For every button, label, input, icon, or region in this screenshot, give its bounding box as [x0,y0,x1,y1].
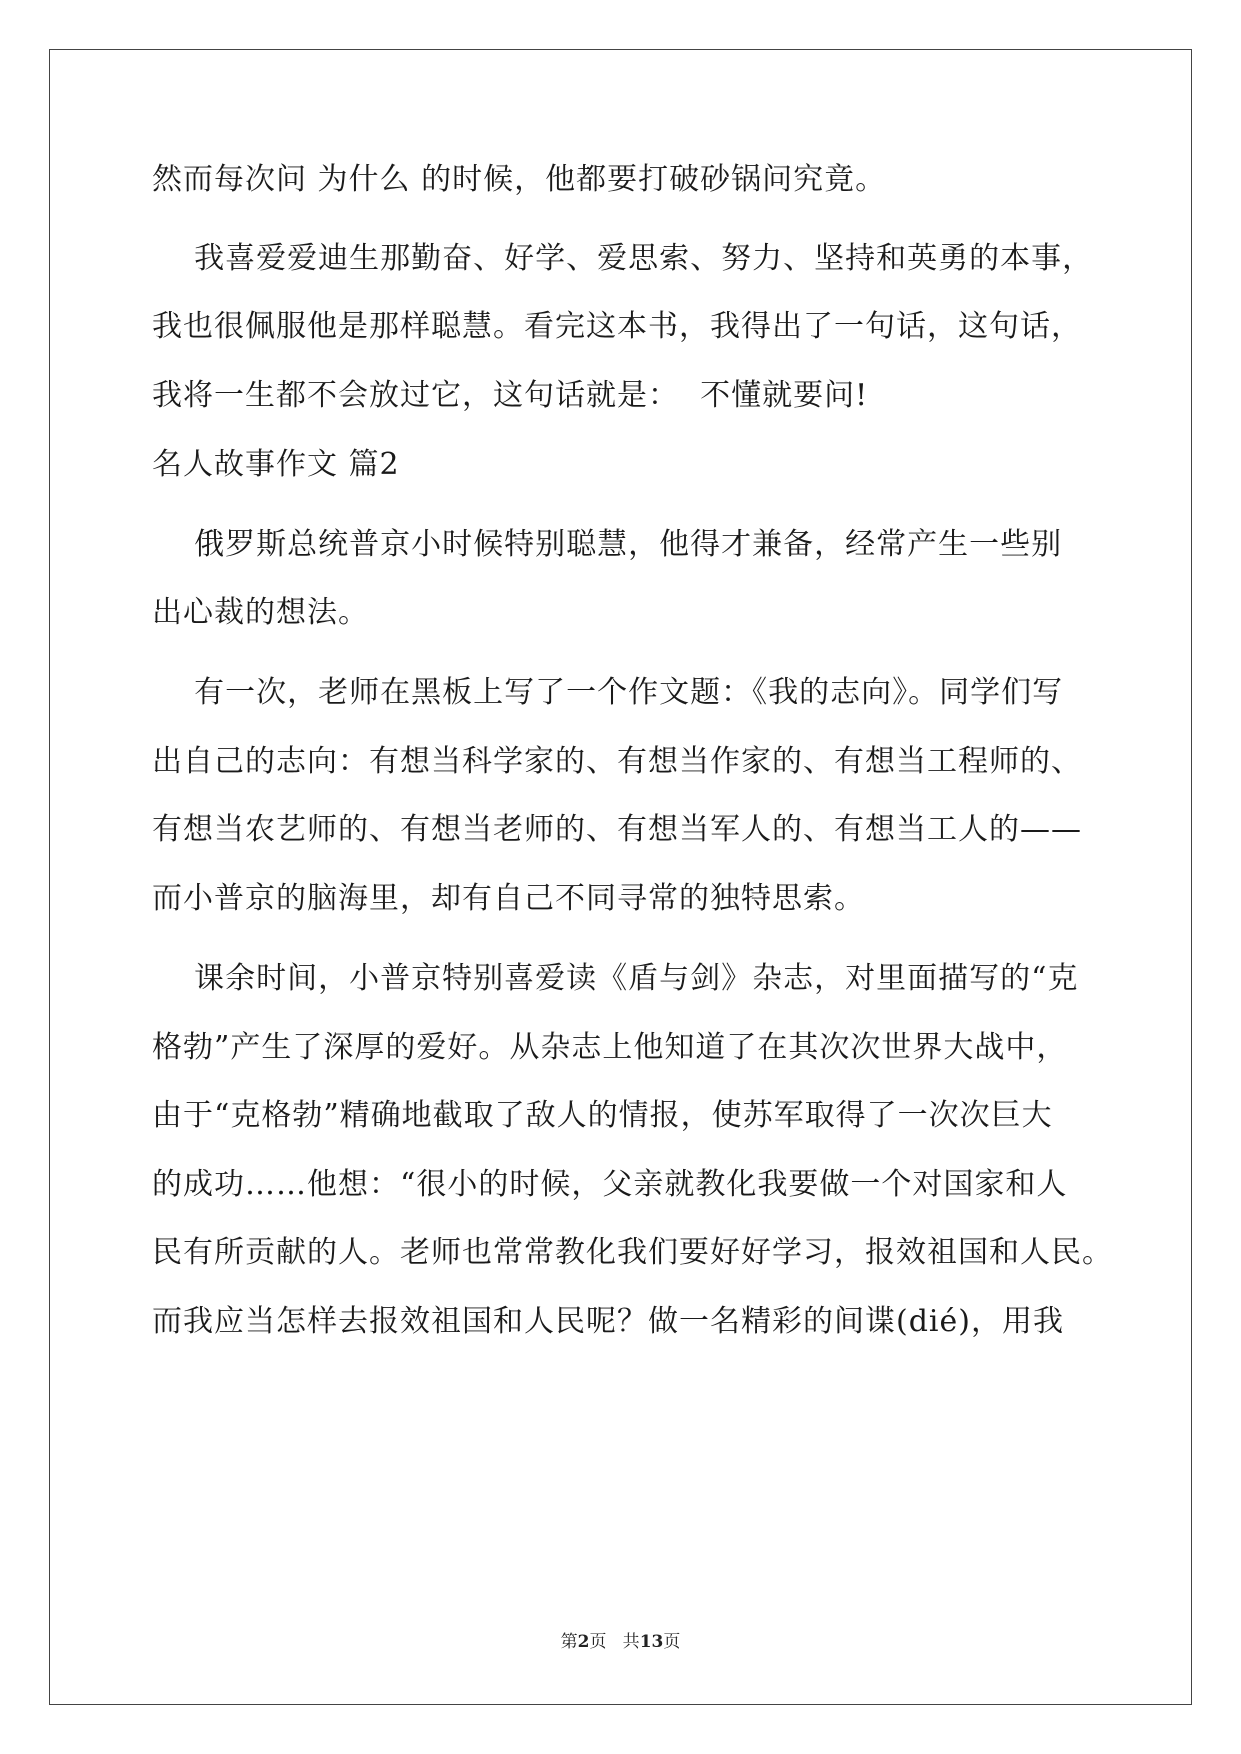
text-line-8: 有一次，老师在黑板上写了一个作文题：《我的志向》。同学们写 [152,675,1064,710]
text-line-4: 我将一生都不会放过它，这句话就是： 不懂就要问! [152,378,869,413]
page-border [49,49,1192,1705]
text-line-3: 我也很佩服他是那样聪慧。看完这本书，我得出了一句话，这句话， [152,309,1082,344]
text-line-7: 出心裁的想法。 [152,595,369,630]
text-line-14: 由于“克格勃”精确地截取了敌人的情报，使苏军取得了一次次巨大 [152,1098,1053,1133]
text-line-13: 格勃”产生了深厚的爱好。从杂志上他知道了在其次次世界大战中， [152,1030,1068,1065]
footer-total-pages: 13 [639,1632,664,1652]
text-line-6: 俄罗斯总统普京小时候特别聪慧，他得才兼备，经常产生一些别 [152,527,1063,562]
footer-current-page: 2 [577,1632,590,1652]
text-line-11: 而小普京的脑海里，却有自己不同寻常的独特思索。 [152,881,865,916]
section-heading: 名人故事作文 篇2 [152,447,400,482]
footer-suffix: 页 [663,1632,681,1652]
text-line-9: 出自己的志向：有想当科学家的、有想当作家的、有想当工程师的、 [152,744,1082,779]
footer-prefix: 第 [560,1632,578,1652]
text-line-2: 我喜爱爱迪生那勤奋、好学、爱思索、努力、坚持和英勇的本事， [152,241,1094,276]
text-line-16: 民有所贡献的人。老师也常常教化我们要好好学习，报效祖国和人民。 [152,1235,1113,1270]
footer-mid: 页 共 [589,1632,640,1652]
text-line-1: 然而每次问 为什么 的时候，他都要打破砂锅问究竟。 [152,162,887,197]
text-line-17: 而我应当怎样去报效祖国和人民呢？做一名精彩的间谍(dié)，用我 [152,1304,1064,1339]
text-line-15: 的成功……他想：“很小的时候，父亲就教化我要做一个对国家和人 [152,1167,1068,1202]
page-footer [0,1632,1241,1652]
text-line-12: 课余时间，小普京特别喜爱读《盾与剑》杂志，对里面描写的“克 [152,961,1079,996]
text-line-10: 有想当农艺师的、有想当老师的、有想当军人的、有想当工人的—— [152,812,1082,847]
